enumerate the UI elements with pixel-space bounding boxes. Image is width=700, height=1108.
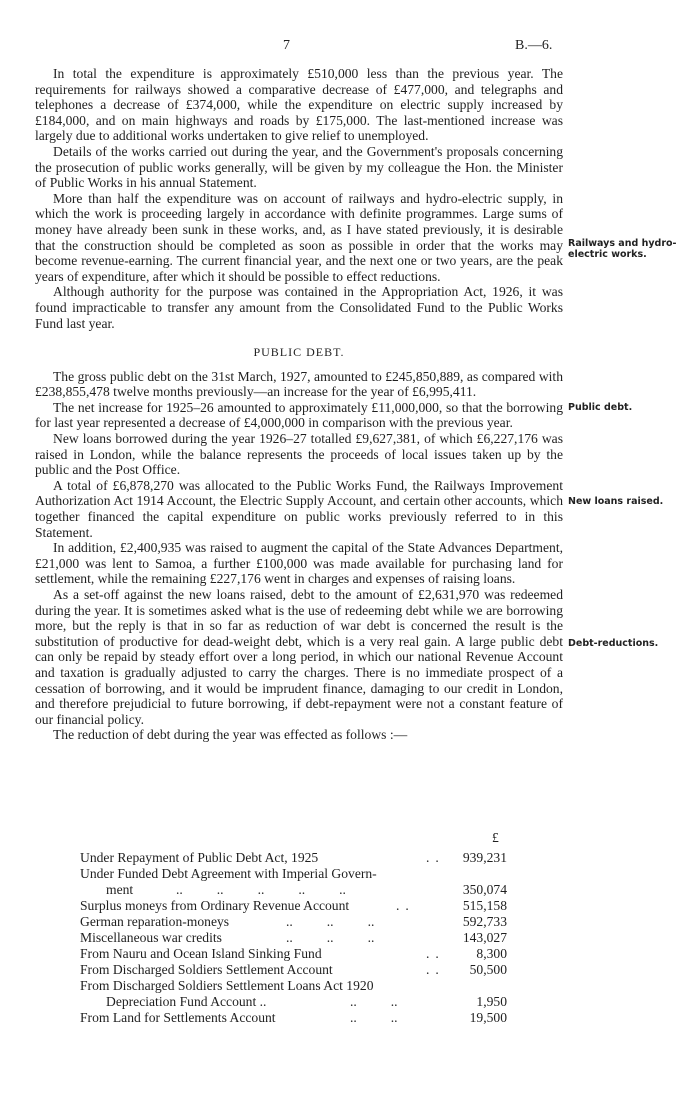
paragraph: The net increase for 1925–26 amounted to approximately £11,000,000, so that the borrowing for last year represented a decrease of £4,000,000 in comparison with the previous year. [35, 399, 563, 431]
row-label: Under Funded Debt Agreement with Imperial Govern- [80, 866, 377, 881]
row-value: 143,027 [462, 930, 507, 945]
row-leader: .. [426, 850, 445, 865]
body-text [35, 66, 563, 743]
margin-note-debt-reductions: Debt-reductions. [568, 638, 659, 649]
row-leader: .. .. [350, 994, 398, 1009]
row-leader: .. .. .. .. .. [176, 882, 346, 897]
table-row [80, 930, 520, 946]
table-row [80, 882, 520, 898]
document-reference: B.—6. [515, 38, 553, 53]
table-row [80, 914, 520, 930]
paragraph: A total of £6,878,270 was allocated to the Public Works Fund, the Railways Improvement Authorization Act 1914 Account, the Electric Supply Account, and certain other accounts, which together financed the capital expenditure on public works previously referred to in this Statement. [35, 477, 563, 540]
row-label: Under Repayment of Public Debt Act, 1925 [80, 850, 319, 865]
margin-note-new-loans: New loans raised. [568, 496, 664, 507]
row-label: From Land for Settlements Account [80, 1010, 276, 1025]
table-row [80, 898, 520, 914]
currency-unit: £ [492, 830, 499, 845]
row-value: 515,158 [462, 898, 507, 913]
paragraph: In total the expenditure is approximately £510,000 less than the previous year. The requirements for railways showed a comparative decrease of £477,000, and telegraphs and telephones a decrease of £374,000, while the expenditure on electric supply increased by £184,000, and on main highways and roads by £175,000. The last-mentioned increase was largely due to additional works undertaken to give relief to unemployed. [35, 66, 563, 144]
row-value: 50,500 [469, 962, 507, 977]
table-row [80, 978, 520, 994]
paragraph: As a set-off against the new loans raised, debt to the amount of £2,631,970 was redeemed during the year. It is sometimes asked what is the use of redeeming debt while we are borrowing more, but the reply is that in so far as reduction of war debt is concerned the result is the substitution of productive for dead-weight debt, which is a very real gain. A large public debt can only be repaid by steady effort over a long period, in which our national Revenue Account and taxation is gradually adjusted to carry the charges. There is no immediate prospect of a cessation of borrowing, and it would be imprudent finance, damaging to our credit in London, and therefore prejudicial to future borrowing, if debt-repayment were not a constant feature of our financial policy. [35, 587, 563, 727]
row-label: Miscellaneous war credits [80, 930, 222, 945]
row-value: 939,231 [462, 850, 507, 865]
row-label: From Discharged Soldiers Settlement Loans Act 1920 [80, 978, 374, 993]
table-row [80, 1010, 520, 1026]
paragraph: In addition, £2,400,935 was raised to augment the capital of the State Advances Department, £21,000 was lent to Samoa, a further £100,000 was made available for purchasing land for settlement, while the remaining £227,176 went in charges and expenses of raising loans. [35, 540, 563, 587]
row-label: From Nauru and Ocean Island Sinking Fund [80, 946, 322, 961]
paragraph: Although authority for the purpose was contained in the Appropriation Act, 1926, it was found impracticable to transfer any amount from the Consolidated Fund to the Public Works Fund last year. [35, 284, 563, 331]
table-row [80, 850, 520, 866]
table-row [80, 866, 520, 882]
paragraph: The reduction of debt during the year was effected as follows :— [53, 727, 408, 743]
table-row [80, 962, 520, 978]
row-label: German reparation-moneys [80, 914, 230, 929]
row-value: 1,950 [476, 994, 507, 1009]
page-header [0, 38, 700, 58]
row-label: ment [106, 882, 134, 897]
table-row [80, 994, 520, 1010]
margin-note-public-debt: Public debt. [568, 402, 633, 413]
row-leader: .. [426, 962, 445, 977]
row-leader: .. [396, 898, 415, 913]
row-label: Surplus moneys from Ordinary Revenue Account [80, 898, 350, 913]
paragraph: The gross public debt on the 31st March, 1927, amounted to £245,850,889, as compared with £238,855,478 twelve months previously—an increase for the year of £6,995,411. [35, 368, 563, 400]
margin-note-railways: Railways and hydro-electric works. [568, 238, 677, 260]
row-label: Depreciation Fund Account .. [106, 994, 267, 1009]
row-value: 19,500 [469, 1010, 507, 1025]
row-leader: .. .. .. [286, 914, 375, 929]
paragraph: New loans borrowed during the year 1926–27 totalled £9,627,381, of which £6,227,176 was raised in London, while the balance represents the proceeds of local issues taken up by the public and the Post Office. [35, 431, 563, 478]
paragraph: Details of the works carried out during the year, and the Government's proposals concerning the prosecution of public works generally, will be given by my colleague the Hon. the Minister of Public Works in his annual Statement. [35, 143, 563, 191]
row-value: 8,300 [476, 946, 507, 961]
row-label: From Discharged Soldiers Settlement Account [80, 962, 333, 977]
row-leader: .. .. .. [286, 930, 375, 945]
page-number: 7 [283, 38, 290, 53]
table-row [80, 946, 520, 962]
row-leader: .. [426, 946, 445, 961]
row-leader: .. .. [350, 1010, 398, 1025]
row-value: 592,733 [462, 914, 507, 929]
paragraph: More than half the expenditure was on account of railways and hydro-electric supply, in which the work is proceeding largely in accordance with definite programmes. Large sums of money have already been sunk in these works, and, as I have stated previously, it is desirable that the construction should be completed as soon as possible in order that the works may become revenue-earning. The current financial year, and the next one or two years, are the peak years of expenditure, after which it should be possible to effect reductions. [35, 190, 563, 284]
row-value: 350,074 [462, 882, 507, 897]
section-heading: PUBLIC DEBT. [253, 345, 345, 360]
